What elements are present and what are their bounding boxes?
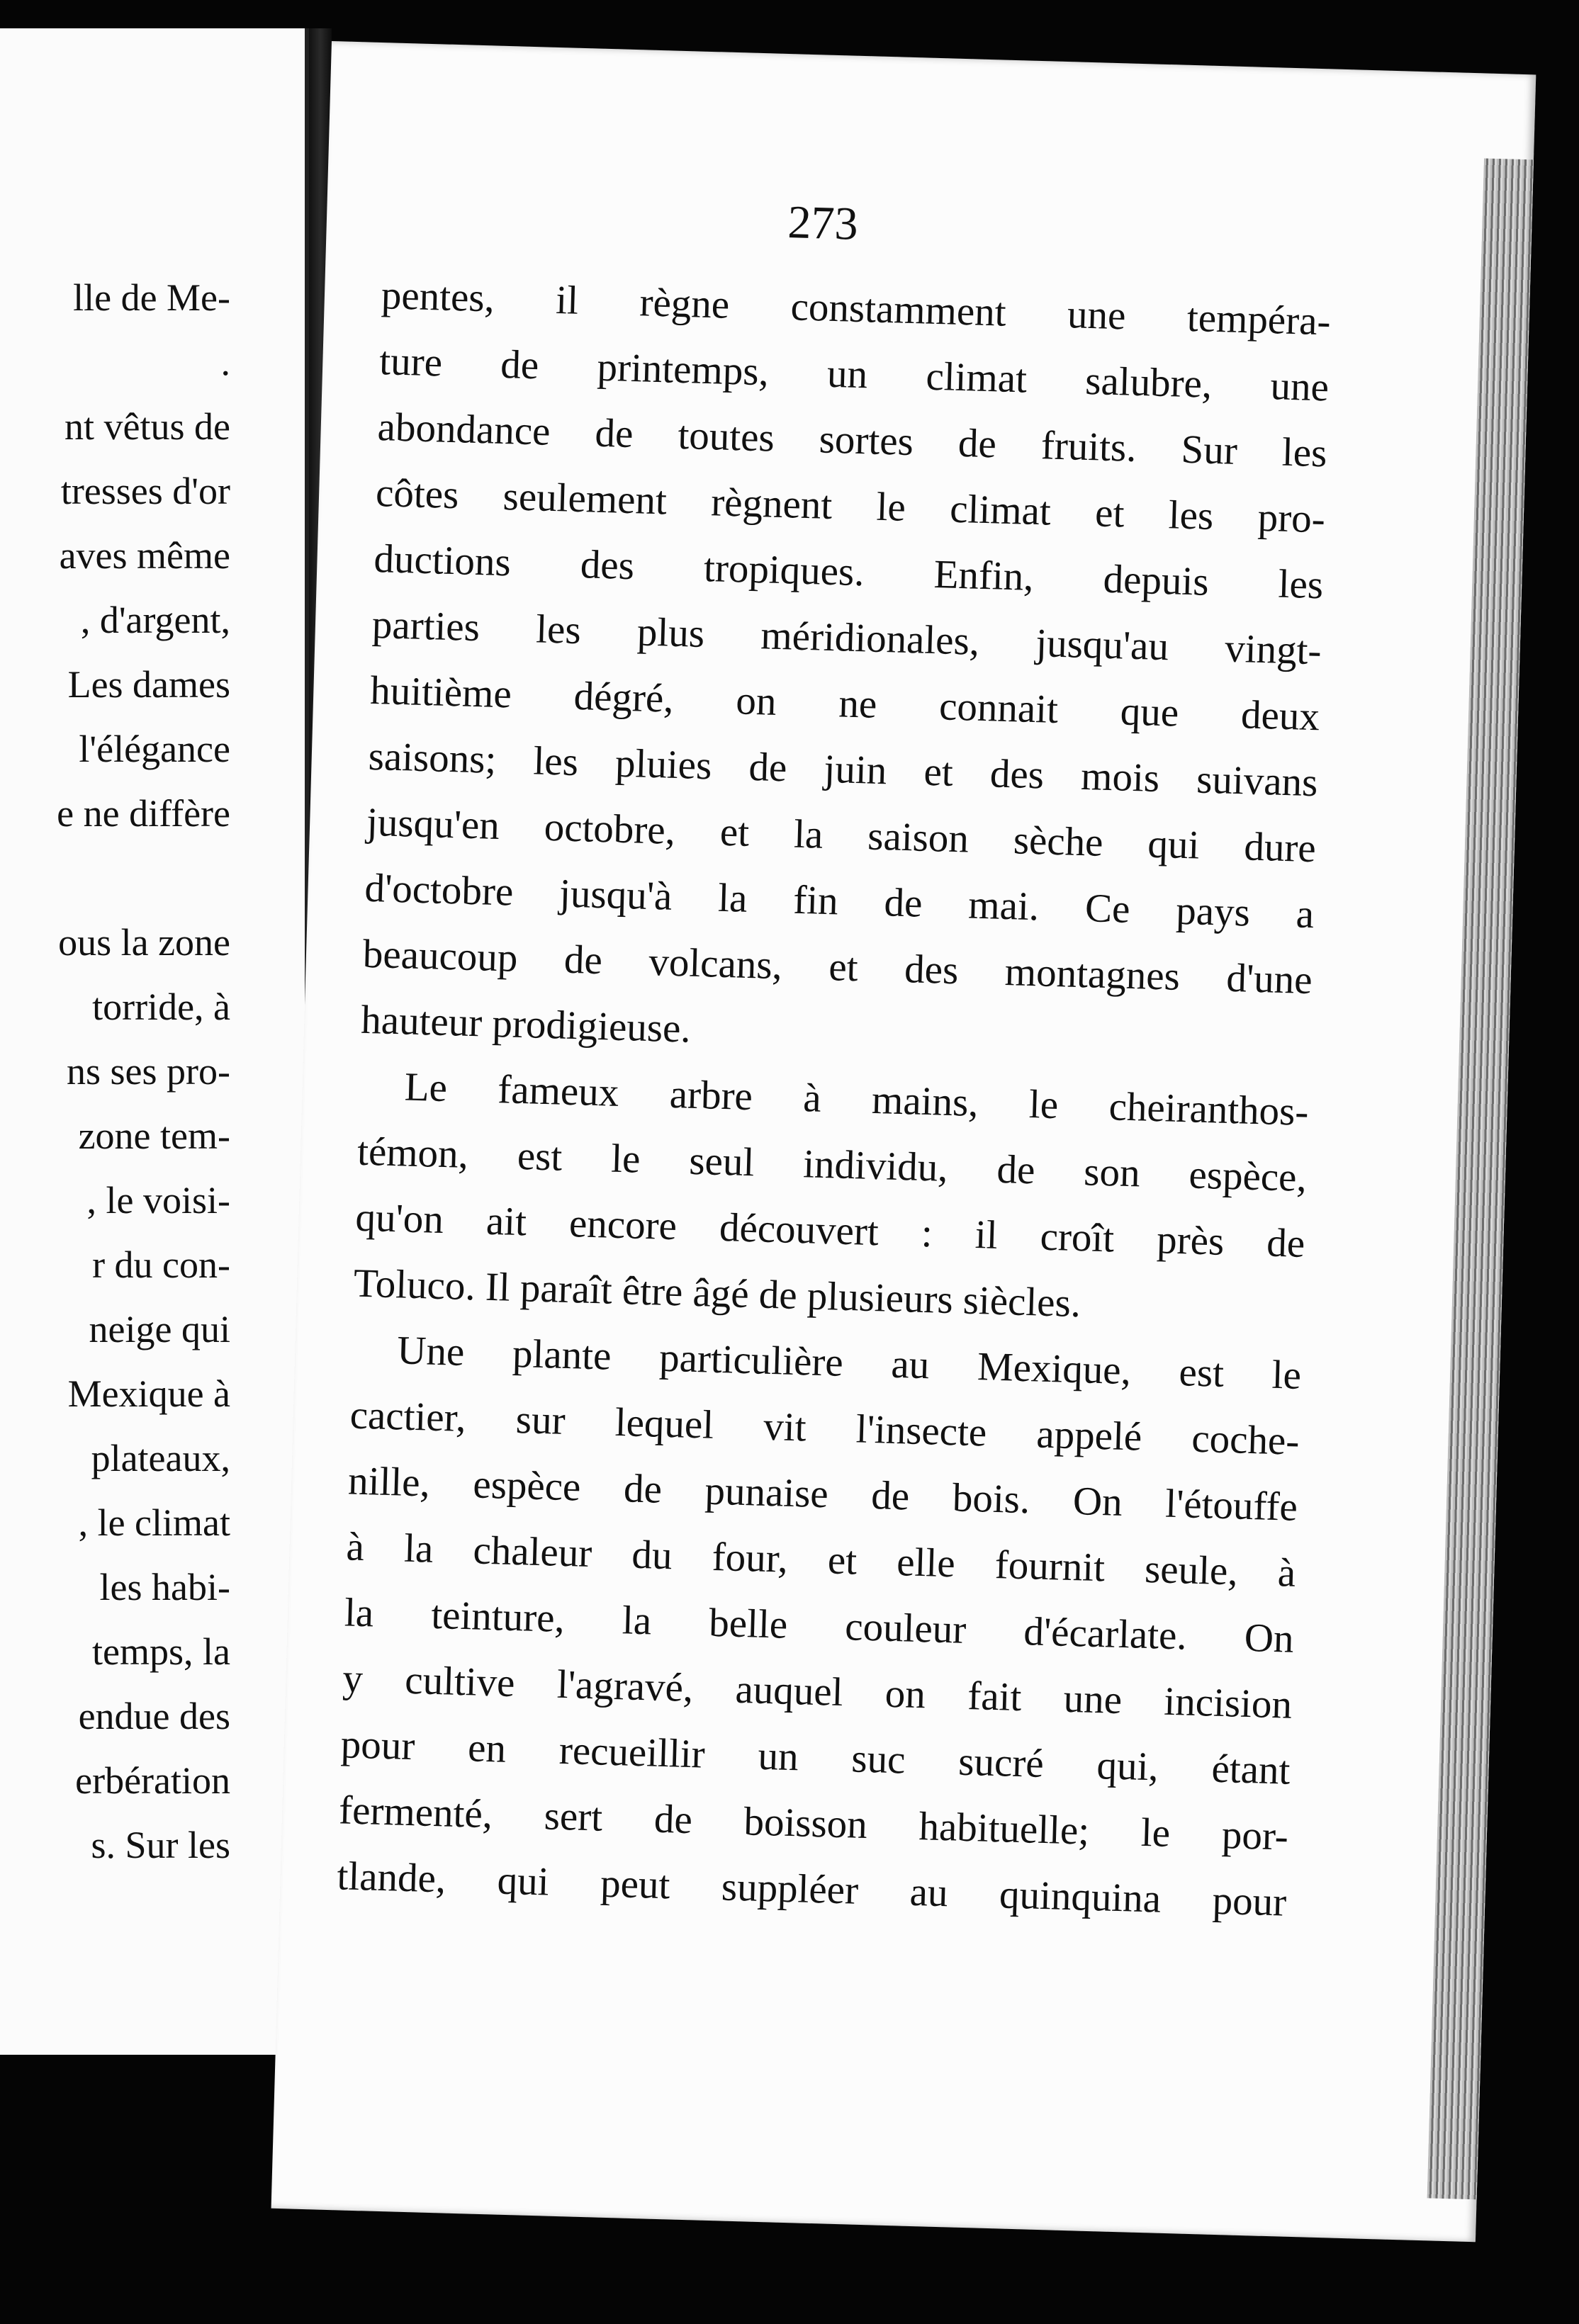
left-line: zone tem- xyxy=(78,1115,230,1157)
text-line: hauteur prodigieuse. xyxy=(360,997,692,1051)
left-line: s. Sur les xyxy=(91,1824,230,1866)
left-line: plateaux, xyxy=(91,1437,230,1479)
text-line: ductions des tropiques. Enfin, depuis les xyxy=(373,536,1324,608)
left-line: ous la zone xyxy=(58,921,230,964)
text-line: cactier, sur lequel vit l'insecte appelé coche- xyxy=(349,1392,1300,1464)
text-line: la teinture, la belle couleur d'écarlate. On xyxy=(344,1590,1295,1662)
text-line: huitième dégré, on ne connait que deux xyxy=(369,667,1320,740)
text-line: ture de printemps, un climat salubre, une xyxy=(378,339,1330,410)
text-line: qu'on ait encore découvert : il croît près de xyxy=(354,1195,1306,1266)
left-page-text xyxy=(57,266,230,1878)
left-line: lle de Me- xyxy=(73,276,230,319)
left-line: , d'argent, xyxy=(80,599,230,641)
left-line: neige qui xyxy=(89,1308,230,1350)
left-line: endue des xyxy=(78,1695,230,1737)
left-line: e ne diffère xyxy=(57,792,230,835)
left-line: temps, la xyxy=(92,1630,230,1673)
text-line: Le fameux arbre à mains, le cheiranthos- xyxy=(403,1064,1310,1135)
left-line: l'élégance xyxy=(79,728,230,770)
page-number: 273 xyxy=(787,196,859,250)
text-line: tlande, qui peut suppléer au quinquina pour xyxy=(336,1854,1288,1925)
left-line: les habi- xyxy=(99,1566,230,1608)
right-page xyxy=(271,41,1536,2242)
text-line: témon, est le seul individu, de son espèce, xyxy=(356,1129,1308,1201)
left-line: r du con- xyxy=(92,1243,230,1286)
text-line: pentes, il règne constamment une tempéra- xyxy=(381,273,1332,344)
left-line: ns ses pro- xyxy=(67,1050,230,1093)
text-line: côtes seulement règnent le climat et les pro- xyxy=(375,470,1326,542)
text-line: nille, espèce de punaise de bois. On l'étouffe xyxy=(347,1458,1298,1530)
left-line-blank xyxy=(57,846,230,910)
text-line: Une plante particulière au Mexique, est le xyxy=(396,1328,1302,1398)
text-line: fermenté, sert de boisson habituelle; le por- xyxy=(338,1788,1289,1859)
text-line: y cultive l'agravé, auquel on fait une incision xyxy=(342,1656,1293,1727)
left-line: Mexique à xyxy=(67,1372,230,1415)
left-line: torride, à xyxy=(92,986,230,1028)
text-line: jusqu'en octobre, et la saison sèche qui dure xyxy=(366,799,1317,872)
left-line: , le climat xyxy=(78,1501,230,1544)
page-fore-edge xyxy=(1427,158,1534,2199)
left-line: erbération xyxy=(75,1759,230,1802)
left-page xyxy=(0,28,309,2055)
text-line: beaucoup de volcans, et des montagnes d'une xyxy=(362,931,1313,1003)
right-page-text xyxy=(336,262,1331,1936)
left-line: tresses d'or xyxy=(60,470,230,512)
text-line: abondance de toutes sortes de fruits. Sur les xyxy=(376,405,1328,476)
left-line: Les dames xyxy=(67,663,230,706)
text-line: d'octobre jusqu'à la fin de mai. Ce pays a xyxy=(364,865,1315,937)
text-line: saisons; les pluies de juin et des mois suivans xyxy=(367,733,1319,806)
text-line: Toluco. Il paraît être âgé de plusieurs siècles. xyxy=(353,1260,1081,1326)
text-line: pour en recueillir un suc sucré qui, étant xyxy=(340,1722,1291,1793)
left-line: . xyxy=(220,341,230,383)
left-line: nt vêtus de xyxy=(64,405,230,448)
left-line: aves même xyxy=(59,534,230,577)
left-line: , le voisi- xyxy=(86,1179,230,1222)
text-line: parties les plus méridionales, jusqu'au vingt- xyxy=(371,602,1322,674)
text-line: à la chaleur du four, et elle fournit seule, à xyxy=(345,1524,1297,1596)
